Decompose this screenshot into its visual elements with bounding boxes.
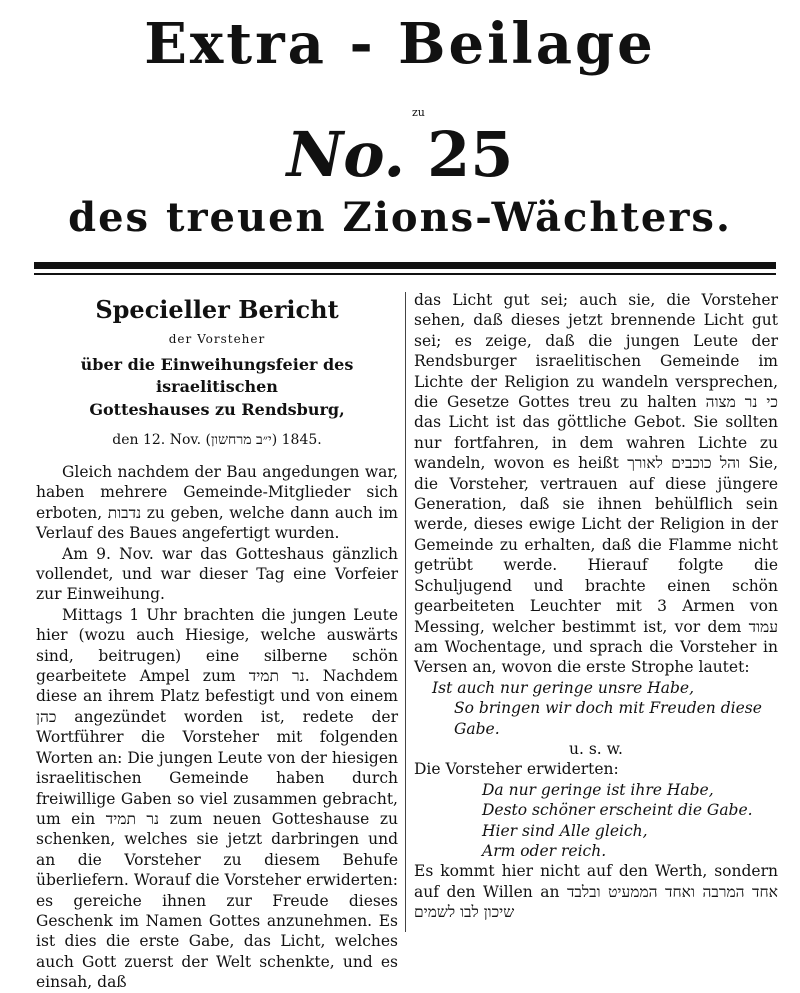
article-topic-line-2: Gotteshauses zu Rendsburg, (89, 400, 345, 419)
masthead-rule-thin (34, 273, 776, 275)
article-heading: Specieller Bericht (95, 295, 339, 324)
masthead-subtitle: des treuen Zions-Wächters. (68, 194, 732, 241)
right-column (414, 290, 778, 923)
masthead-rule-thick (34, 262, 776, 269)
article-subheading: der Vorsteher (168, 332, 266, 346)
poem-usw: u. s. w. (568, 739, 623, 758)
poem-line: Ist auch nur geringe unsre Habe, (432, 678, 695, 697)
paragraph: Mittags 1 Uhr brachten die jungen Leute hier (wozu auch Hiesige, welche auswärts sind, beitrugen) eine silberne schön gearbeitete Ampel zum נר תמיד. Nachdem diese an ihrem Platz befestigt und von einem כהן angezündet worden ist, redete der Wortführer die Vorsteher mit folgenden Worten an: Die jungen Leute von der hiesigen israelitischen Gemeinde haben durch freiwillige Gaben so viel zusammen gebracht, um ein נר תמיד zum neuen Gotteshause zu schenken, welches sie jetzt darbringen und an die Vorsteher zu diesem Behufe überliefern. Worauf die Vorsteher erwiderten: es gereiche ihnen zur Freude dieses Geschenk im Namen Gottes anzunehmen. Es ist dies die erste Gabe, das Licht, welches auch Gott zuerst der Welt schenkte, und es einsah, daß (36, 605, 398, 992)
paragraph: das Licht gut sei; auch sie, die Vorsteher sehen, daß dieses jetzt brennende Licht gut sei; es zeige, daß die jungen Leute der Rendsburger israelitischen Gemeinde im Lichte der Religion zu wandeln versprechen, die Gesetze Gottes treu zu halten כי נר מצוה das Licht ist das göttliche Gebot. Sie sollten nur fortfahren, in dem wahren Lichte zu wandeln, wovon es heißt והל כוכבים לאורך Sie, die Vorsteher, vertrauen auf diese jüngere Generation, daß sie ihnen behülflich sein werde, dieses ewige Licht der Religion in der Gemeinde zu erhalten, daß die Flamme nicht getrübt werde. Hierauf folgte die Schuljugend und brachte einen schön gearbeiteten Leuchter mit 3 Armen von Messing, welcher bestimmt ist, vor dem עמוד am Wochentage, und sprach die Vorsteher in Versen an, wovon die erste Strophe lautet: (414, 291, 779, 677)
left-column (36, 290, 398, 993)
poem-line: Hier sind Alle gleich, (482, 821, 648, 840)
masthead-zu: zu (412, 106, 425, 119)
paragraph: Am 9. Nov. war das Gotteshaus gänzlich vollendet, und war dieser Tag eine Vorfeier zur Einweihung. (36, 544, 398, 604)
issue-label: No. (286, 118, 406, 191)
paragraph: Es kommt hier nicht auf den Werth, sondern auf den Willen an אחד המרבה ואחד הממעיט ובלבד שיכון לבו לשמים (414, 862, 778, 922)
poem-line: Arm oder reich. (482, 841, 607, 860)
poem-line: So bringen wir doch mit Freuden diese Gabe. (454, 699, 762, 738)
article-date: den 12. Nov. (י״ב מרחשון) 1845. (112, 432, 322, 448)
issue-number: 25 (427, 118, 514, 191)
column-divider (405, 292, 406, 932)
poem-line: Da nur geringe ist ihre Habe, (482, 780, 714, 799)
poem-line: Desto schöner erscheint die Gabe. (482, 801, 753, 820)
article-topic-line-1: über die Einweihungsfeier des israelitischen (80, 355, 354, 396)
paragraph: Gleich nachdem der Bau angedungen war, haben mehrere Gemeinde-Mitglieder sich erboten, נדבות zu geben, welche dann auch im Verlauf des Baues angefertigt wurden. (36, 463, 398, 543)
masthead-title: Extra - Beilage (144, 11, 656, 77)
speech-intro: Die Vorsteher erwiderten: (414, 760, 619, 779)
